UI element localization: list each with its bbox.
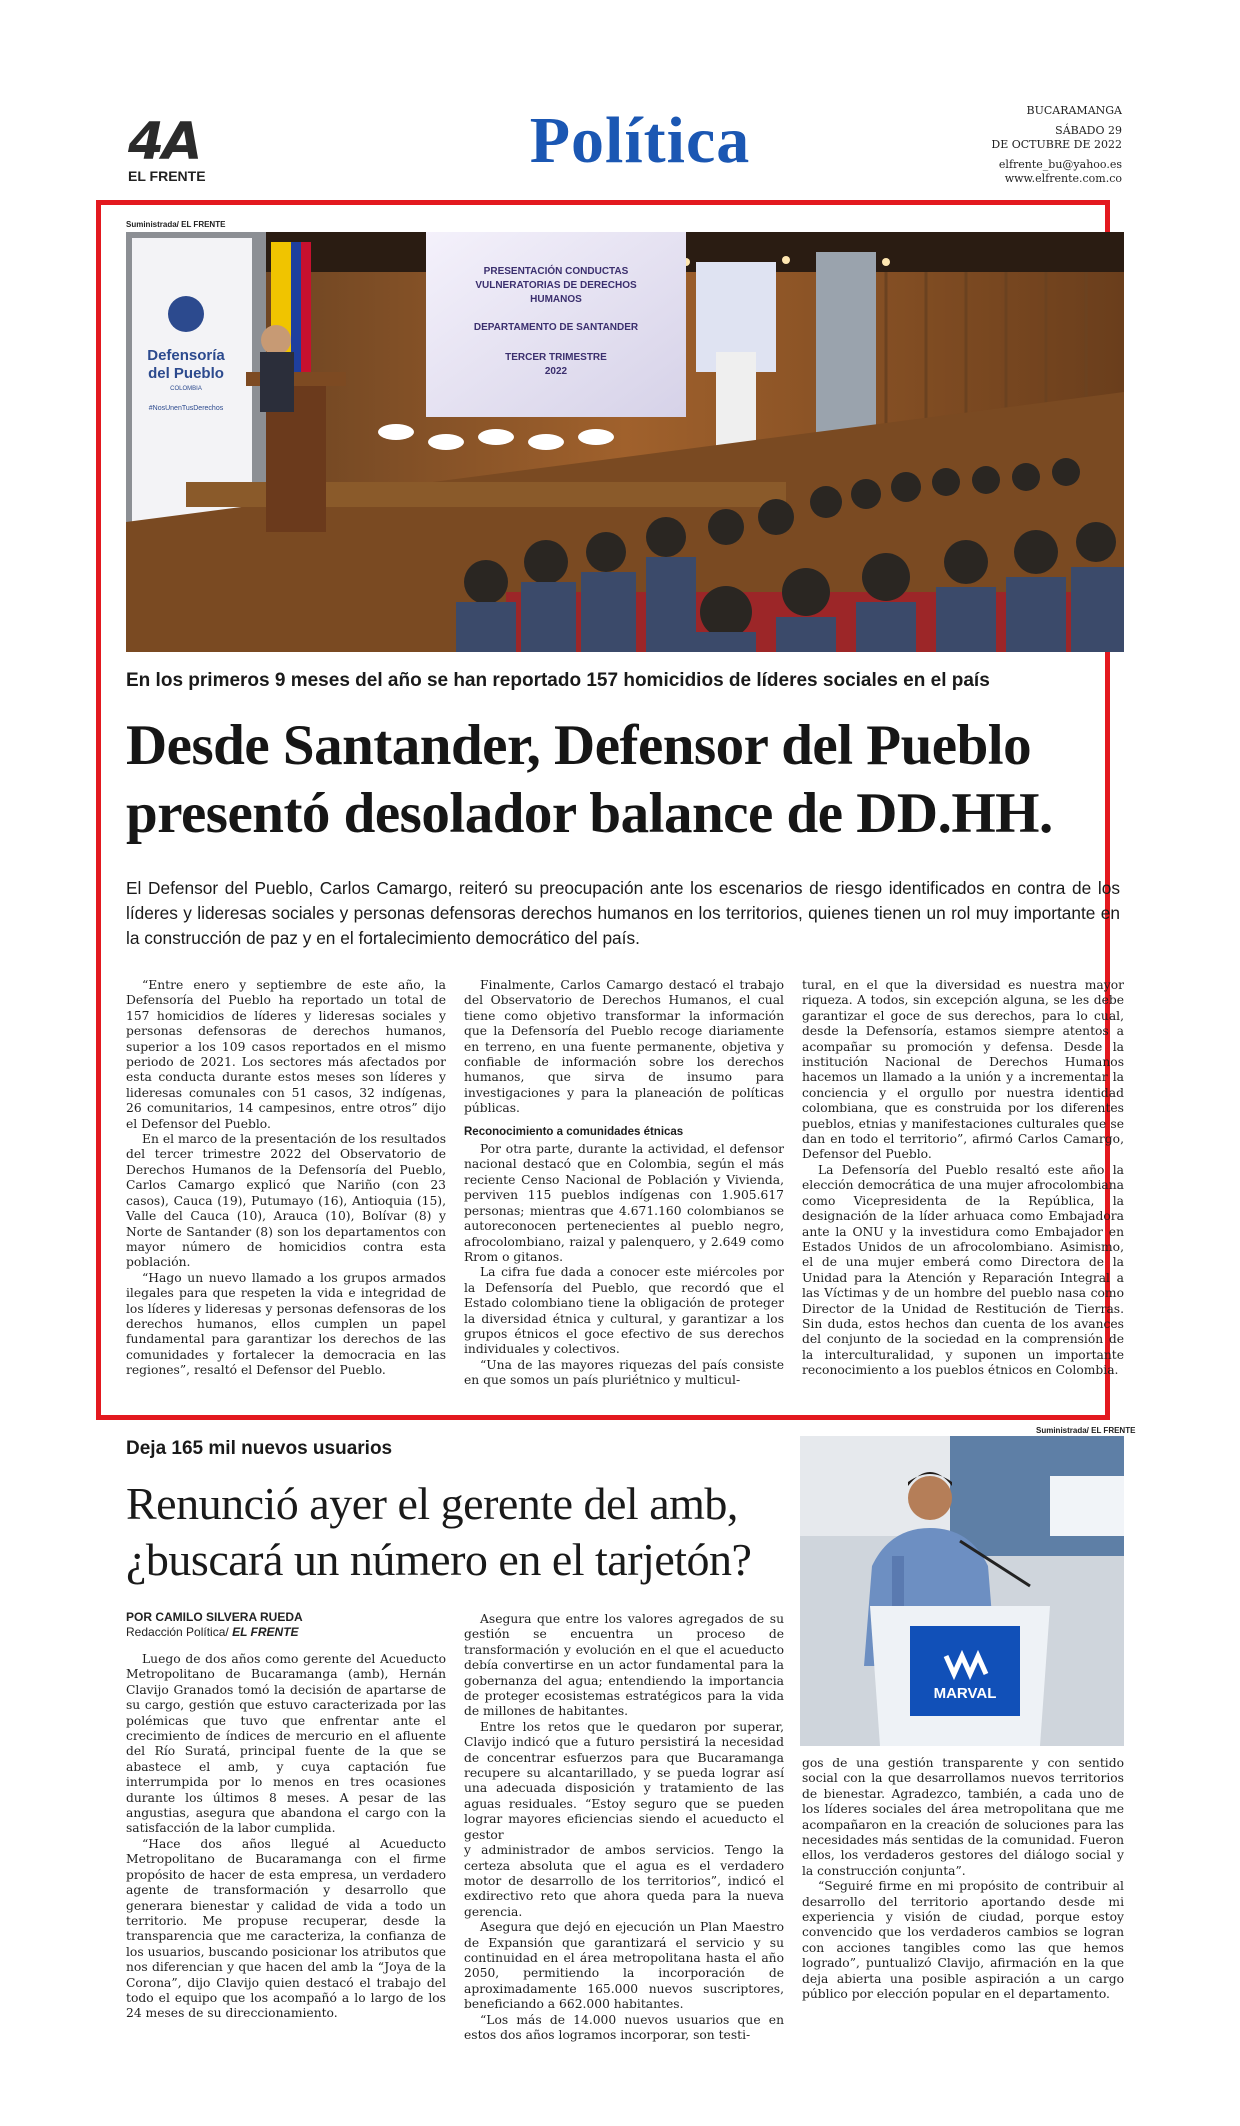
photo-credit: Suministrada/ EL FRENTE bbox=[126, 220, 226, 229]
story1-subhead: Reconocimiento a comunidades étnicas bbox=[464, 1125, 684, 1138]
paragraph: Asegura que dejó en ejecución un Plan Maestro de Expansión que garantizará el servicio y su continuidad en el área metropolitana hasta el año 2050, permitiendo la incorporación de aproximadamente 165.000 nuevos suscriptores, beneficiando a 662.000 habitantes. bbox=[464, 1920, 784, 2012]
byline-brand: EL FRENTE bbox=[232, 1625, 299, 1639]
paragraph: La Defensoría del Pueblo resaltó este año la elección democrática de una mujer afrocolombiana como Vicepresidenta de la República, la designación de la líder arhuaca como Embajadora ante la ONU y la investidura como Embajador en Estados Unidos de un afrocolombiano. Asimismo, el de una mujer emberá como Directora de la Unidad para la Atención y Reparación Integral a las Víctimas y de un hombre del pueblo nasa como Director de la Unidad de Restitución de Tierras. Sin duda, estos hechos dan cuenta de los avances del conjunto de la sociedad en la comprensión de la interculturalidad, y suponen un importante reconocimiento a los pueblos étnicos en Colombia. bbox=[802, 1162, 1124, 1378]
byline-desk: Redacción Política/ bbox=[126, 1625, 229, 1639]
paragraph: Luego de dos años como gerente del Acueducto Metropolitano de Bucaramanga (amb), Hernán Clavijo Granados tomó la decisión de apartarse de su cargo, gestión que estuvo caracterizada por las polémicas que tuvo que enfrentar ante el crecimiento de índices de mercurio en el afluente del Río Suratá, principal fuente de la que se abastece el amb, y cuya captación fue interrumpida por lo menos en tres ocasiones durante los últimos 8 meses. A pesar de las angustias, asegura que abandona el cargo con la satisfacción de la labor cumplida. bbox=[126, 1652, 446, 1836]
podium-logo: MARVAL bbox=[933, 1685, 997, 1702]
story1-kicker: En los primeros 9 meses del año se han reportado 157 homicidios de líderes sociales en el país bbox=[126, 670, 990, 691]
page-number: 4A bbox=[128, 112, 201, 172]
paragraph: La cifra fue dada a conocer este miércoles por la Defensoría del Pueblo, que recordó que el Estado colombiano tiene la obligación de proteger la diversidad étnica y cultural, y garantizar a los grupos étnicos el goce efectivo de sus derechos individuales y colectivos. bbox=[464, 1265, 784, 1357]
story2-column-2 bbox=[464, 1612, 784, 2043]
paragraph: “Hace dos años llegué al Acueducto Metropolitano de Bucaramanga con el firme propósito de hacer de esta empresa, un verdadero agente de transformación y desarrollo que generara bienestar y calidad de vida a todo un territorio. Me propuse recuperar, desde la transparencia que me caracteriza, la confianza de los usuarios, buscando posicionar los atributos que nos diferencian y que hacen del amb la “Joya de la Corona”, dijo Clavijo quien destacó el trabajo del todo el equipo que los acompañó a lo largo de los 24 meses de su direccionamiento. bbox=[126, 1836, 446, 2021]
section-title: Política bbox=[529, 104, 751, 177]
banner-line-1: Defensoría bbox=[147, 347, 225, 364]
paragraph: Por otra parte, durante la actividad, el defensor nacional destacó que en Colombia, según el más reciente Censo Nacional de Población y Vivienda, perviven 115 pueblos indígenas con 1.905.617 personas; mientras que 4.671.160 colombianos se autoreconocen pertenecientes al pueblo negro, afrocolombiano, raizal y palenquero, y 2.649 como Rrom o gitanos. bbox=[464, 1142, 784, 1264]
photo-credit: Suministrada/ EL FRENTE bbox=[1036, 1426, 1136, 1435]
story2-headline: Renunció ayer el gerente del amb, ¿buscará un número en el tarjetón? bbox=[126, 1478, 752, 1585]
story2-column-1 bbox=[126, 1652, 446, 2022]
byline-author: POR CAMILO SILVERA RUEDA bbox=[126, 1610, 303, 1624]
screen-line-1: PRESENTACIÓN CONDUCTAS bbox=[483, 266, 629, 277]
date-line-2: DE OCTUBRE DE 2022 bbox=[991, 138, 1122, 151]
paragraph: gos de una gestión transparente y con sentido social con la que desarrollamos nuevos territorios de bienestar. Agradezco, también, a cada uno de los líderes sociales del área metropolitana que me acompañaron en la creación de soluciones para las necesidades más sentidas de la comunidad. Fueron ellos, los verdaderos gestores del diálogo social y la construcción conjunta”. bbox=[802, 1756, 1124, 1878]
story1-headline: Desde Santander, Defensor del Pueblo presentó desolador balance de DD.HH. bbox=[126, 714, 1053, 845]
paragraph: “Una de las mayores riquezas del país consiste en que somos un país pluriétnico y multicul- bbox=[464, 1357, 784, 1388]
paragraph: En el marco de la presentación de los resultados del tercer trimestre 2022 del Observatorio de Derechos Humanos de la Defensoría del Pueblo, Carlos Camargo explicó que Nariño (con 23 casos), Cauca (19), Putumayo (16), Antioquia (15), Valle del Cauca (10), Arauca (10), Bolívar (8) y Norte de Santander (8) son los departamentos con mayor número de homicidios contra esta población. bbox=[126, 1132, 446, 1270]
paragraph: Asegura que entre los valores agregados de su gestión se encuentra un proceso de transformación y evolución en el que el acueducto debía convertirse en un actor fundamental para la gobernanza del agua; entendiendo la importancia de proteger ecosistemas estratégicos para la vida de millones de habitantes. bbox=[464, 1612, 784, 1719]
byline bbox=[126, 1610, 303, 1640]
email-link[interactable]: elfrente_bu@yahoo.es bbox=[998, 158, 1122, 171]
paragraph: Entre los retos que le quedaron por superar, Clavijo indicó que a futuro persistirá la necesidad de concentrar esfuerzos para que Bucaramanga recupere su alcantarillado, y se pueda lograr así una adecuada disposición y tratamiento de las aguas residuales. “Estoy seguro que se pueden lograr mayores eficiencias siendo el acueducto el gestor bbox=[464, 1719, 784, 1842]
paragraph: “Los más de 14.000 nuevos usuarios que en estos dos años logramos incorporar, son testi- bbox=[464, 2012, 784, 2042]
paragraph: “Hago un nuevo llamado a los grupos armados ilegales para que respeten la vida e integridad de los líderes y lideresas y personas defensoras de los derechos humanos, ellos cumplen un papel fundamental para garantizar los derechos de las comunidades y fortalecer la democracia en las regiones”, resaltó el Defensor del Pueblo. bbox=[126, 1270, 446, 1378]
paragraph: “Seguiré firme en mi propósito de contribuir al desarrollo del territorio aportando desde mi experiencia y visión de ciudad, porque estoy convencido que los verdaderos cambios se logran con acciones tangibles como las que hemos logrado”, puntualizó Clavijo, afirmación en la que deja abierta una posible aspiración a un cargo público por elección popular en el departamento. bbox=[802, 1879, 1124, 2002]
story1-column-1 bbox=[126, 978, 446, 1379]
website-link[interactable]: www.elfrente.com.co bbox=[1004, 172, 1122, 185]
paragraph: y administrador de ambos servicios. Tengo la certeza absoluta que el agua es el verdadero motor de desarrollo de los territorios”, indicó el exdirectivo reto que ahora queda para la nueva gerencia. bbox=[464, 1843, 784, 1919]
paragraph: Finalmente, Carlos Camargo destacó el trabajo del Observatorio de Derechos Humanos, el cual tiene como objetivo transformar la información que la Defensoría del Pueblo recoge diariamente en terreno, en una fuente permanente, objetiva y confiable de información sobre los derechos humanos, que sirva de insumo para investigaciones y para la planeación de políticas públicas. bbox=[464, 978, 784, 1116]
story1-lead: El Defensor del Pueblo, Carlos Camargo, reiteró su preocupación ante los escenarios de riesgo identificados en contra de los líderes y lideresas sociales y personas defensoras derechos humanos en los territorios, quienes tienen un rol muy importante en la construcción de paz y en el fortalecimiento democrático del país. bbox=[126, 878, 1120, 948]
story1-column-2 bbox=[464, 978, 784, 1389]
banner-line-2: del Pueblo bbox=[148, 365, 224, 382]
date-line-1: SÁBADO 29 bbox=[1055, 124, 1122, 137]
paragraph: tural, en el que la diversidad es nuestra mayor riqueza. A todos, sin excepción alguna, se les debe garantizar el goce de sus derechos, para lo cual, desde la Defensoría, estamos siempre atentos a acompañar su promoción y defensa. Desde la institución Nacional de Derechos Humanos hacemos un llamado a la unión y a incrementar la conciencia y el orgullo por nuestra identidad colombiana, que es construida por los diferentes pueblos, etnias y manifestaciones culturales que se dan en todo el territorio”, afirmó Carlos Camargo, Defensor del Pueblo. bbox=[802, 978, 1124, 1162]
banner-line-4: #NosUnenTusDerechos bbox=[148, 405, 224, 412]
story2-column-3 bbox=[802, 1756, 1124, 2003]
banner-line-3: COLOMBIA bbox=[170, 386, 202, 392]
event-photo bbox=[126, 232, 1124, 652]
screen-line-5: TERCER TRIMESTRE bbox=[505, 352, 607, 363]
screen-line-2: VULNERATORIAS DE DERECHOS bbox=[475, 280, 637, 291]
screen-line-3: HUMANOS bbox=[530, 294, 582, 305]
paragraph: “Entre enero y septiembre de este año, la Defensoría del Pueblo ha reportado un total de 157 homicidios de líderes y lideresas sociales y personas defensoras de derechos humanos, superior a los 109 casos reportados en el mismo periodo de 2021. Los sectores más afectados por esta conducta durante estos meses son líderes y lideresas comunales con 51 casos, 32 indígenas, 26 comunitarios, 14 campesinos, entre otros” dijo el Defensor del Pueblo. bbox=[126, 978, 446, 1131]
story2-kicker: Deja 165 mil nuevos usuarios bbox=[126, 1438, 393, 1459]
speaker-photo bbox=[800, 1436, 1124, 1746]
screen-line-4: DEPARTAMENTO DE SANTANDER bbox=[473, 322, 639, 333]
story1-column-3 bbox=[802, 978, 1124, 1379]
brand-name: EL FRENTE bbox=[128, 168, 206, 184]
screen-line-6: 2022 bbox=[544, 366, 568, 377]
date-block bbox=[991, 104, 1122, 186]
city: BUCARAMANGA bbox=[1026, 104, 1122, 117]
